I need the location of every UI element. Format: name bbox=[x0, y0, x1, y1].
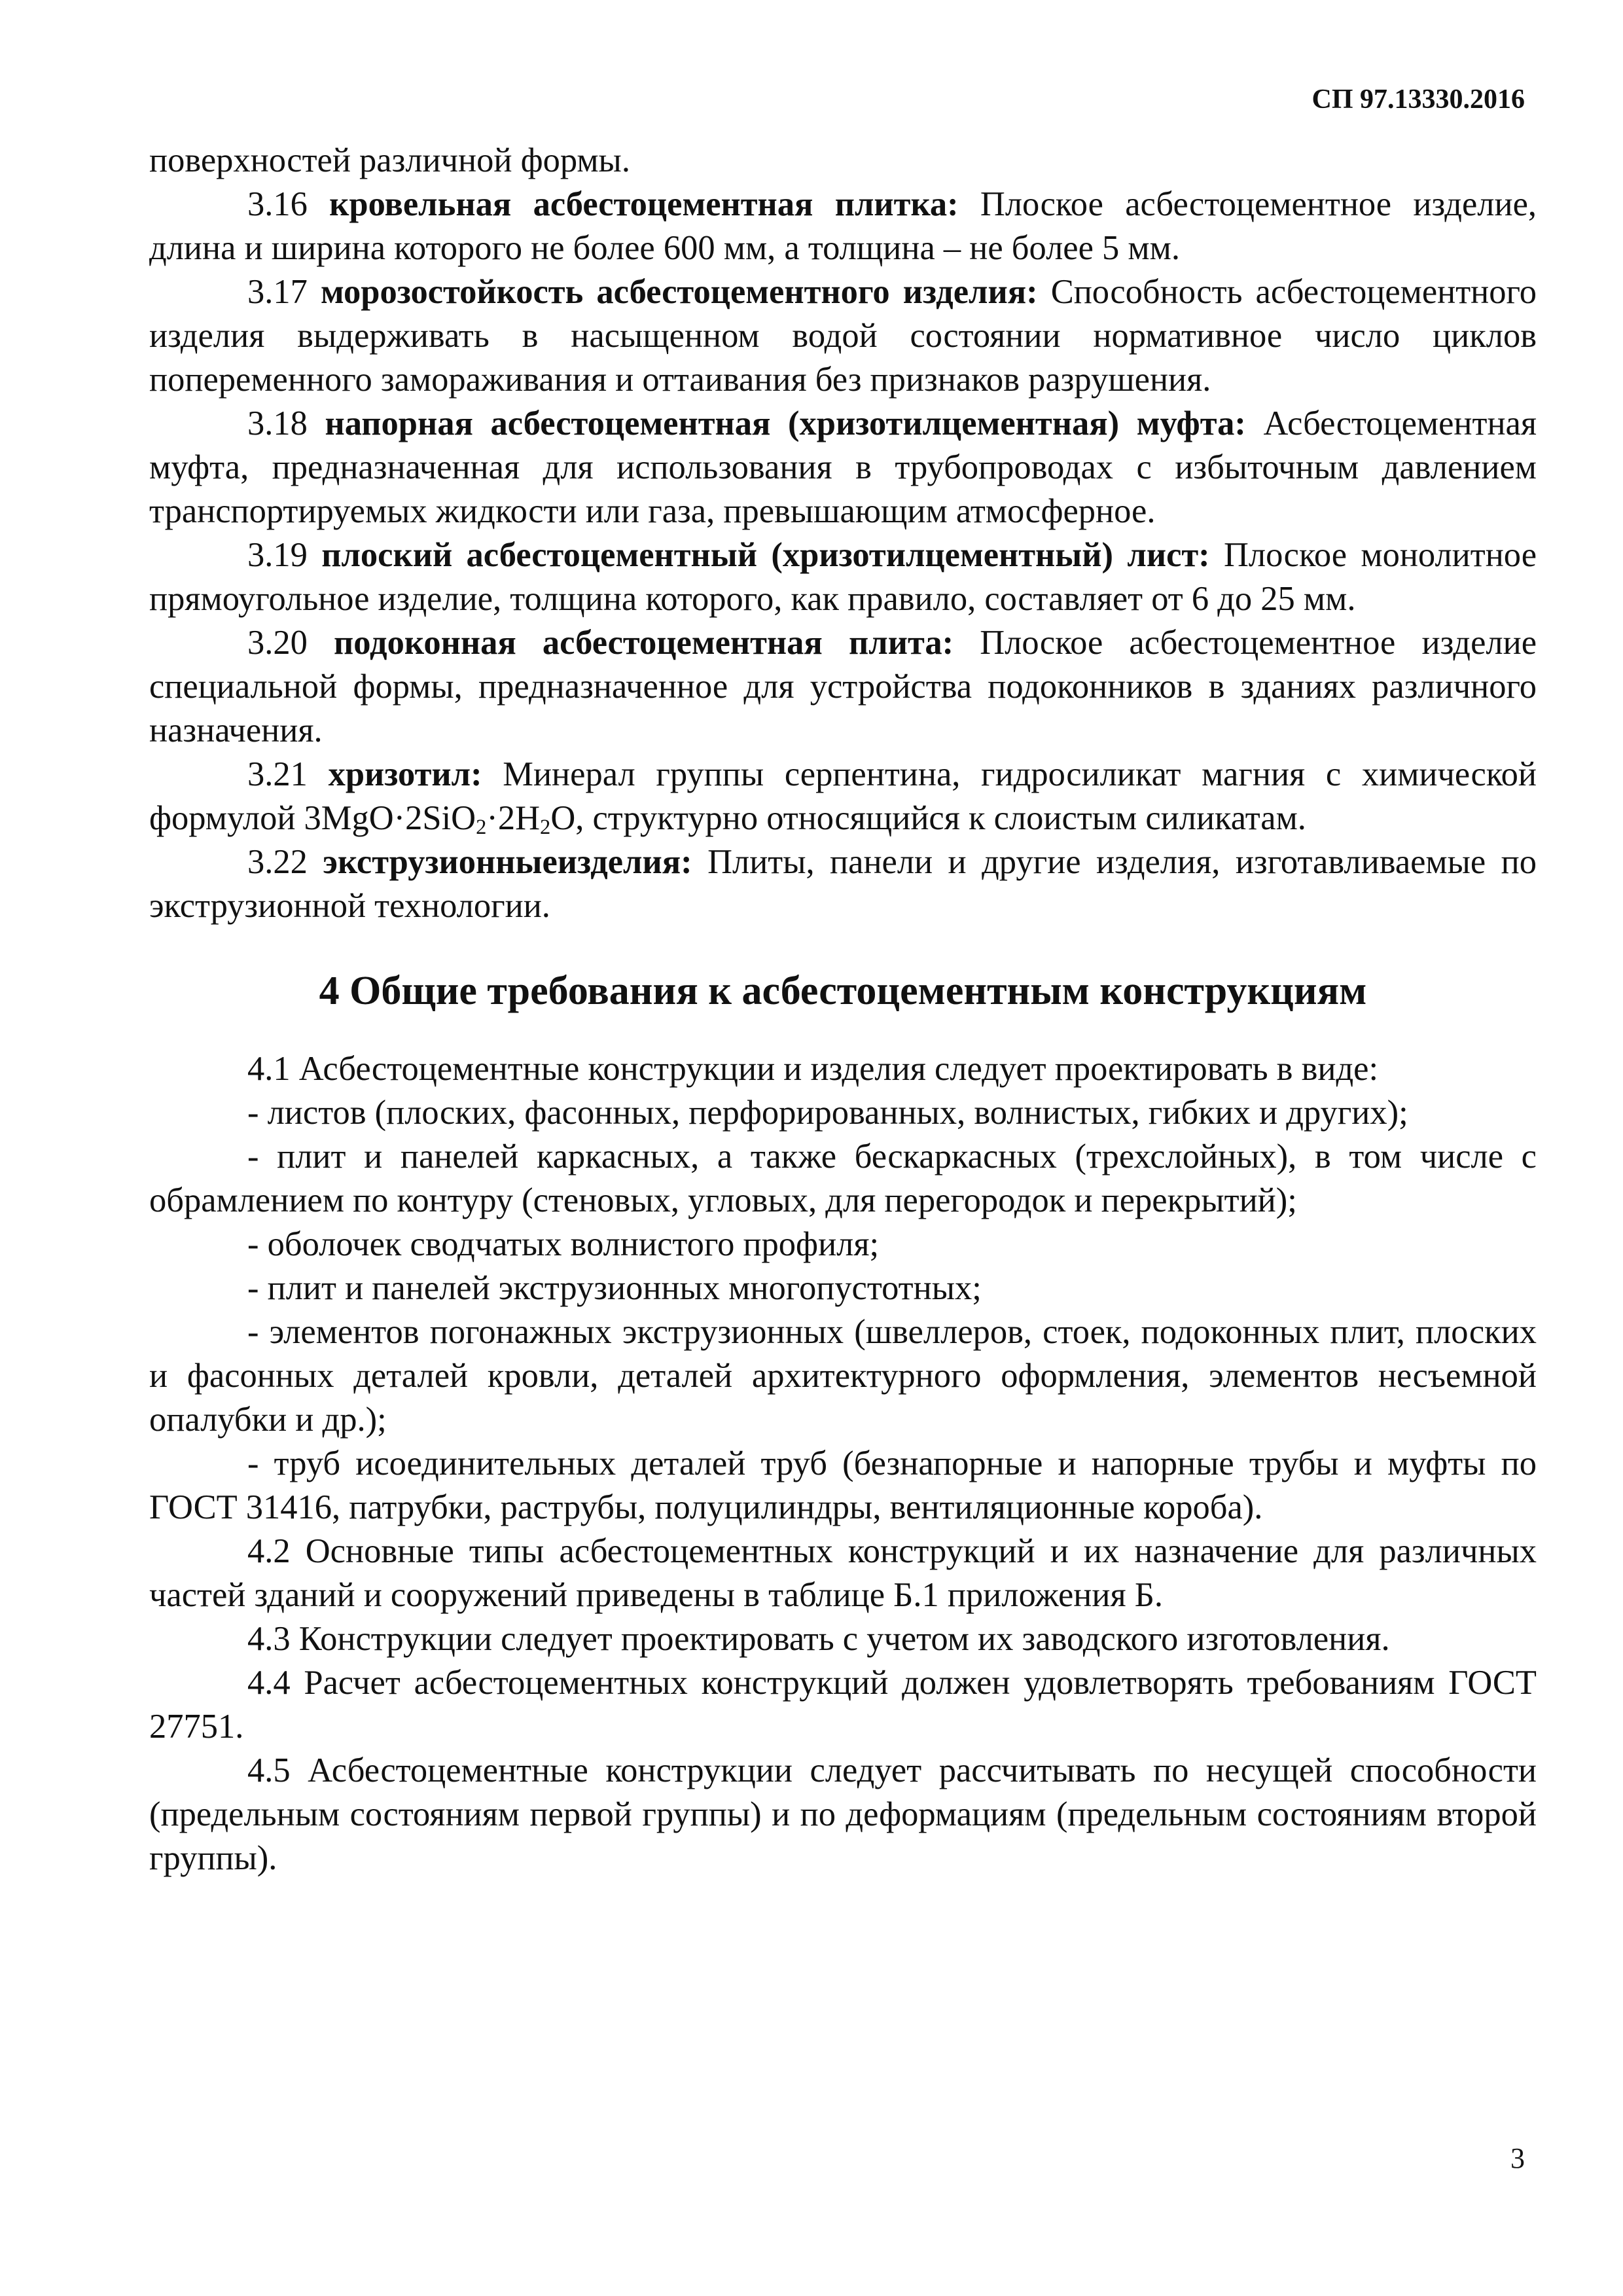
document-code: СП 97.13330.2016 bbox=[1311, 84, 1525, 115]
definition-3-19 bbox=[149, 533, 1537, 621]
definition-term: экструзионныеизделия: bbox=[323, 843, 692, 881]
page-content bbox=[149, 139, 1537, 1880]
definition-term: хризотил: bbox=[328, 755, 482, 793]
definition-term: плоский асбестоцементный (хризотилцементный) лист: bbox=[321, 536, 1210, 574]
definition-term: подоконная асбестоцементная плита: bbox=[334, 624, 954, 662]
definition-number: 3.22 bbox=[247, 843, 308, 881]
list-item: - плит и панелей экструзионных многопустотных; bbox=[247, 1269, 982, 1307]
definition-term: напорная асбестоцементная (хризотилцементная) муфта: bbox=[325, 404, 1246, 442]
definition-text: Способность асбестоцементного изделия выдерживать в насыщенном водой состоянии нормативное число циклов попеременного замораживания и оттаивания без признаков разрушения. bbox=[149, 273, 1537, 399]
list-item: - плит и панелей каркасных, а также бескаркасных (трехслойных), в том числе с обрамлением по контуру (стеновых, угловых, для перегородок и перекрытий); bbox=[149, 1138, 1537, 1219]
definition-text: Плиты, панели и другие изделия, изготавливаемые по экструзионной технологии. bbox=[149, 843, 1537, 925]
definition-number: 3.17 bbox=[247, 273, 308, 311]
definition-text-part: ·2H bbox=[486, 799, 541, 837]
paragraph-4-3: 4.3 Конструкции следует проектировать с учетом их заводского изготовления. bbox=[247, 1620, 1390, 1658]
continuation-paragraph: поверхностей различной формы. bbox=[149, 141, 630, 179]
paragraph-4-2: 4.2 Основные типы асбестоцементных конструкций и их назначение для различных частей зданий и сооружений приведены в таблице Б.1 приложения Б. bbox=[149, 1532, 1537, 1614]
definition-text: Асбестоцементная муфта, предназначенная для использования в трубопроводах с избыточным давлением транспортируемых жидкости или газа, превышающим атмосферное. bbox=[149, 404, 1537, 530]
definition-3-22 bbox=[149, 840, 1537, 928]
section-heading: 4 Общие требования к асбестоцементным конструкциям bbox=[319, 969, 1367, 1013]
definition-text: Плоское асбестоцементное изделие, длина и ширина которого не более 600 мм, а толщина – не более 5 мм. bbox=[149, 185, 1537, 267]
definition-number: 3.19 bbox=[247, 536, 308, 574]
definition-3-18 bbox=[149, 402, 1537, 533]
paragraph-4-4: 4.4 Расчет асбестоцементных конструкций должен удовлетворять требованиям ГОСТ 27751. bbox=[149, 1664, 1537, 1746]
list-item: - оболочек сводчатых волнистого профиля; bbox=[247, 1225, 880, 1263]
definition-number: 3.18 bbox=[247, 404, 308, 442]
chemical-subscript: 2 bbox=[476, 816, 487, 840]
definition-3-16 bbox=[149, 183, 1537, 270]
definition-term: морозостойкость асбестоцементного изделия: bbox=[320, 273, 1038, 311]
definition-term: кровельная асбестоцементная плитка: bbox=[329, 185, 959, 223]
definition-text: Плоское монолитное прямоугольное изделие, толщина которого, как правило, составляет от 6 до 25 мм. bbox=[149, 536, 1537, 618]
page-number: 3 bbox=[1510, 2142, 1525, 2174]
paragraph-4-1: 4.1 Асбестоцементные конструкции и изделия следует проектировать в виде: bbox=[247, 1050, 1379, 1088]
definition-3-17 bbox=[149, 270, 1537, 402]
definition-3-20 bbox=[149, 621, 1537, 753]
definition-number: 3.21 bbox=[247, 755, 308, 793]
list-item: - листов (плоских, фасонных, перфорированных, волнистых, гибких и других); bbox=[247, 1094, 1408, 1132]
paragraph-4-5: 4.5 Асбестоцементные конструкции следует рассчитывать по несущей способности (предельным состояниям первой группы) и по деформациям (предельным состояниям второй группы). bbox=[149, 1751, 1537, 1877]
definition-text-part: O, структурно относящийся к слоистым силикатам. bbox=[550, 799, 1306, 837]
list-item: - элементов погонажных экструзионных (швеллеров, стоек, подоконных плит, плоских и фасонных деталей кровли, деталей архитектурного оформления, элементов несъемной опалубки и др.); bbox=[149, 1313, 1537, 1439]
definition-3-21 bbox=[149, 753, 1537, 840]
definition-number: 3.20 bbox=[247, 624, 308, 662]
chemical-subscript: 2 bbox=[540, 816, 551, 840]
list-item: - труб исоединительных деталей труб (безнапорные и напорные трубы и муфты по ГОСТ 31416, патрубки, раструбы, полуцилиндры, вентиляционные короба). bbox=[149, 1444, 1537, 1526]
definition-text: Плоское асбестоцементное изделие специальной формы, предназначенное для устройства подоконников в зданиях различного назначения. bbox=[149, 624, 1537, 749]
definition-text-part: Минерал группы серпентина, гидросиликат магния с химической формулой 3MgO·2SiO bbox=[149, 755, 1537, 837]
definition-number: 3.16 bbox=[247, 185, 308, 223]
